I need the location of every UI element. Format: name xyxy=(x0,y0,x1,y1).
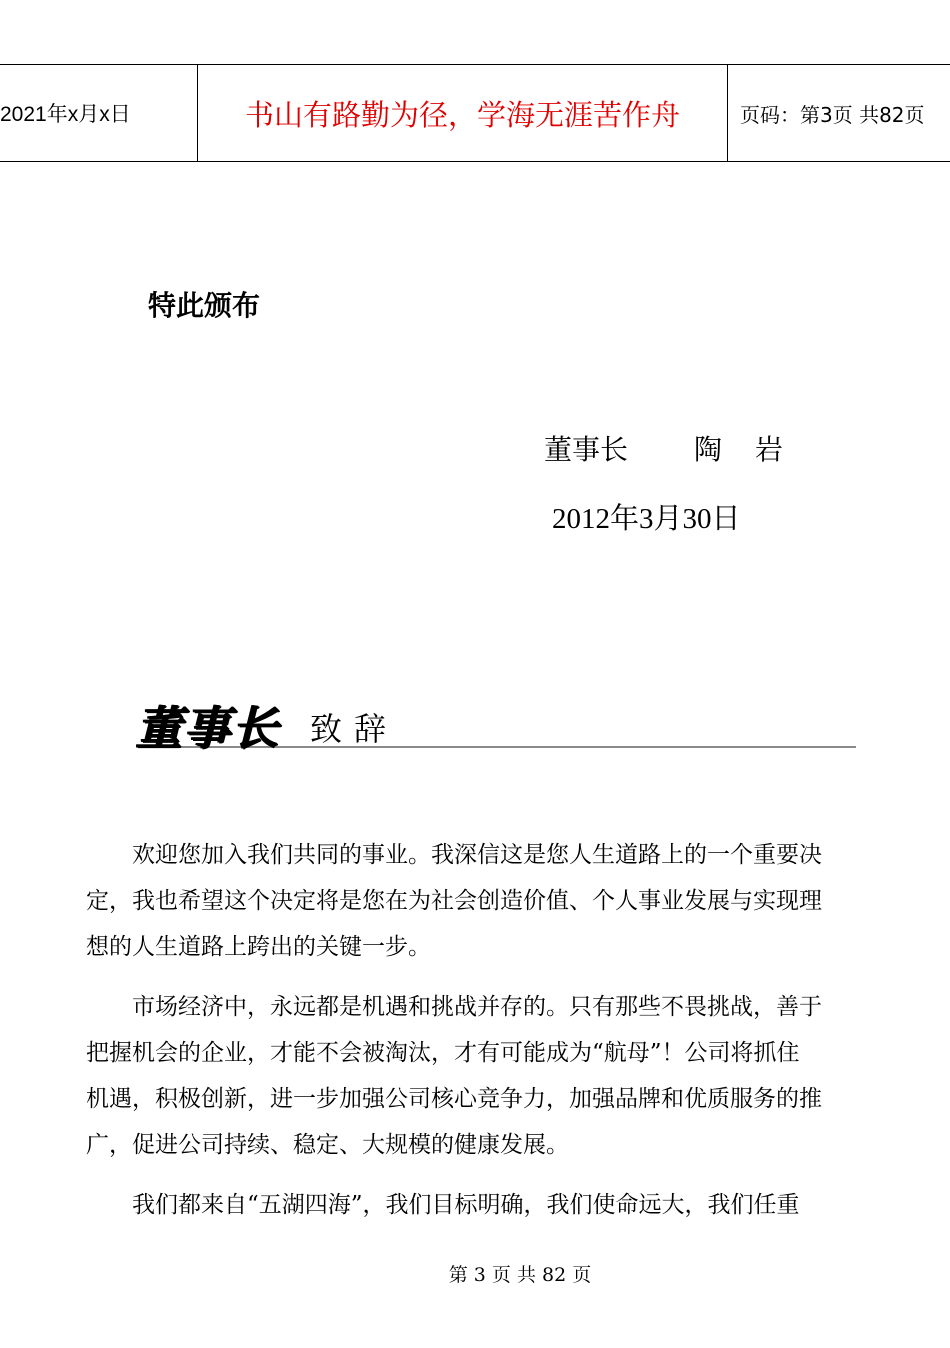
paragraph-line: 欢迎您加入我们共同的事业。我深信这是您人生道路上的一个重要决 xyxy=(132,842,822,868)
header-motto: 书山有路勤为径，学海无涯苦作舟 xyxy=(198,65,728,161)
speech-heading-text: 致辞 xyxy=(310,710,399,748)
page-footer xyxy=(0,1260,950,1287)
paragraph xyxy=(86,832,868,970)
speech-heading xyxy=(136,694,856,755)
paragraph-line: 把握机会的企业，才能不会被淘汰，才有可能成为“航母”！公司将抓住 xyxy=(86,1040,800,1066)
footer-page-number: 第 3 页 共 82 页 xyxy=(448,1264,592,1286)
header-table xyxy=(0,64,950,162)
signature-line xyxy=(544,428,795,468)
signature-name: 陶 岩 xyxy=(694,433,795,466)
signature-title: 董事长 xyxy=(544,433,629,466)
paragraph-line: 广，促进公司持续、稳定、大规模的健康发展。 xyxy=(86,1132,569,1158)
header-page-info: 页码：第3页 共82页 xyxy=(740,102,925,127)
paragraph xyxy=(86,1182,868,1228)
speech-heading-calligraphy: 董事长 xyxy=(136,701,280,755)
paragraph-line: 定，我也希望这个决定将是您在为社会创造价值、个人事业发展与实现理 xyxy=(86,888,822,914)
paragraph-line: 我们都来自“五湖四海”，我们目标明确，我们使命远大，我们任重 xyxy=(132,1192,800,1218)
header-date: 2021年x月x日 xyxy=(0,65,198,161)
paragraph xyxy=(86,984,868,1168)
paragraph-line: 想的人生道路上跨出的关键一步。 xyxy=(86,934,431,960)
paragraph-line: 市场经济中，永远都是机遇和挑战并存的。只有那些不畏挑战，善于 xyxy=(132,994,822,1020)
speech-body xyxy=(86,832,868,1228)
paragraph-line: 机遇，积极创新，进一步加强公司核心竞争力，加强品牌和优质服务的推 xyxy=(86,1086,822,1112)
announcement: 特此颁布 xyxy=(148,289,261,322)
signature-date: 2012年3月30日 xyxy=(552,503,741,535)
